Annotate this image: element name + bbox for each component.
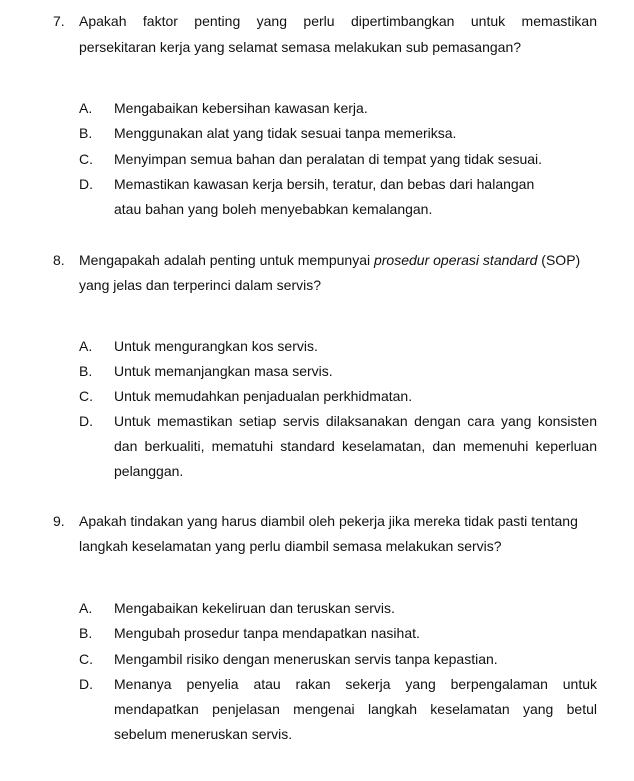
question-number: 7. bbox=[53, 13, 65, 29]
option-text: Untuk memanjangkan masa servis. bbox=[114, 363, 333, 379]
option-text: Menyimpan semua bahan dan peralatan di tempat yang tidak sesuai. bbox=[114, 151, 543, 167]
option-letter: B. bbox=[79, 625, 93, 641]
option-text: Untuk memudahkan penjadualan perkhidmatan. bbox=[114, 388, 413, 404]
option-text: atau bahan yang boleh menyebabkan kemalangan. bbox=[114, 201, 433, 217]
question-stem-line: yang jelas dan terperinci dalam servis? bbox=[79, 277, 322, 293]
option-text: Mengubah prosedur tanpa mendapatkan nasihat. bbox=[114, 625, 420, 641]
option-text: Memastikan kawasan kerja bersih, teratur, dan bebas dari halangan bbox=[114, 176, 535, 192]
option-letter: D. bbox=[79, 176, 93, 192]
sop-term: prosedur operasi standard bbox=[373, 252, 538, 268]
option-text: dan berkualiti, mematuhi standard keselamatan, dan memenuhi keperluan bbox=[114, 438, 597, 454]
question-stem-line: Apakah faktor penting yang perlu dipertimbangkan untuk memastikan bbox=[79, 13, 597, 29]
option-letter: C. bbox=[79, 651, 93, 667]
option-letter: A. bbox=[79, 338, 93, 354]
option-text: Untuk memastikan setiap servis dilaksanakan dengan cara yang konsisten bbox=[114, 413, 597, 429]
option-text: mendapatkan penjelasan mengenai langkah keselamatan yang betul bbox=[114, 701, 597, 717]
option-letter: B. bbox=[79, 363, 93, 379]
option-text: Mengambil risiko dengan meneruskan servis tanpa kepastian. bbox=[114, 651, 498, 667]
option-letter: D. bbox=[79, 413, 93, 429]
option-letter: C. bbox=[79, 151, 93, 167]
option-letter: A. bbox=[79, 600, 93, 616]
option-text: sebelum meneruskan servis. bbox=[114, 726, 293, 742]
question-stem-line: Mengapakah adalah penting untuk mempunyai prosedur operasi standard (SOP) bbox=[79, 252, 581, 268]
question-number: 8. bbox=[53, 252, 65, 268]
option-letter: D. bbox=[79, 676, 93, 692]
option-letter: B. bbox=[79, 125, 93, 141]
option-text: Menanya penyelia atau rakan sekerja yang berpengalaman untuk bbox=[114, 676, 597, 692]
question-stem-line: Apakah tindakan yang harus diambil oleh pekerja jika mereka tidak pasti tentang bbox=[79, 513, 578, 529]
option-letter: C. bbox=[79, 388, 93, 404]
option-text: pelanggan. bbox=[114, 463, 184, 479]
option-letter: A. bbox=[79, 100, 93, 116]
option-text: Untuk mengurangkan kos servis. bbox=[114, 338, 318, 354]
question-stem-line: persekitaran kerja yang selamat semasa melakukan sub pemasangan? bbox=[79, 39, 522, 55]
option-text: Mengabaikan kekeliruan dan teruskan servis. bbox=[114, 600, 395, 616]
option-text: Mengabaikan kebersihan kawasan kerja. bbox=[114, 100, 368, 116]
question-number: 9. bbox=[53, 513, 65, 529]
question-stem-line: langkah keselamatan yang perlu diambil semasa melakukan servis? bbox=[79, 538, 502, 554]
option-text: Menggunakan alat yang tidak sesuai tanpa memeriksa. bbox=[114, 125, 457, 141]
